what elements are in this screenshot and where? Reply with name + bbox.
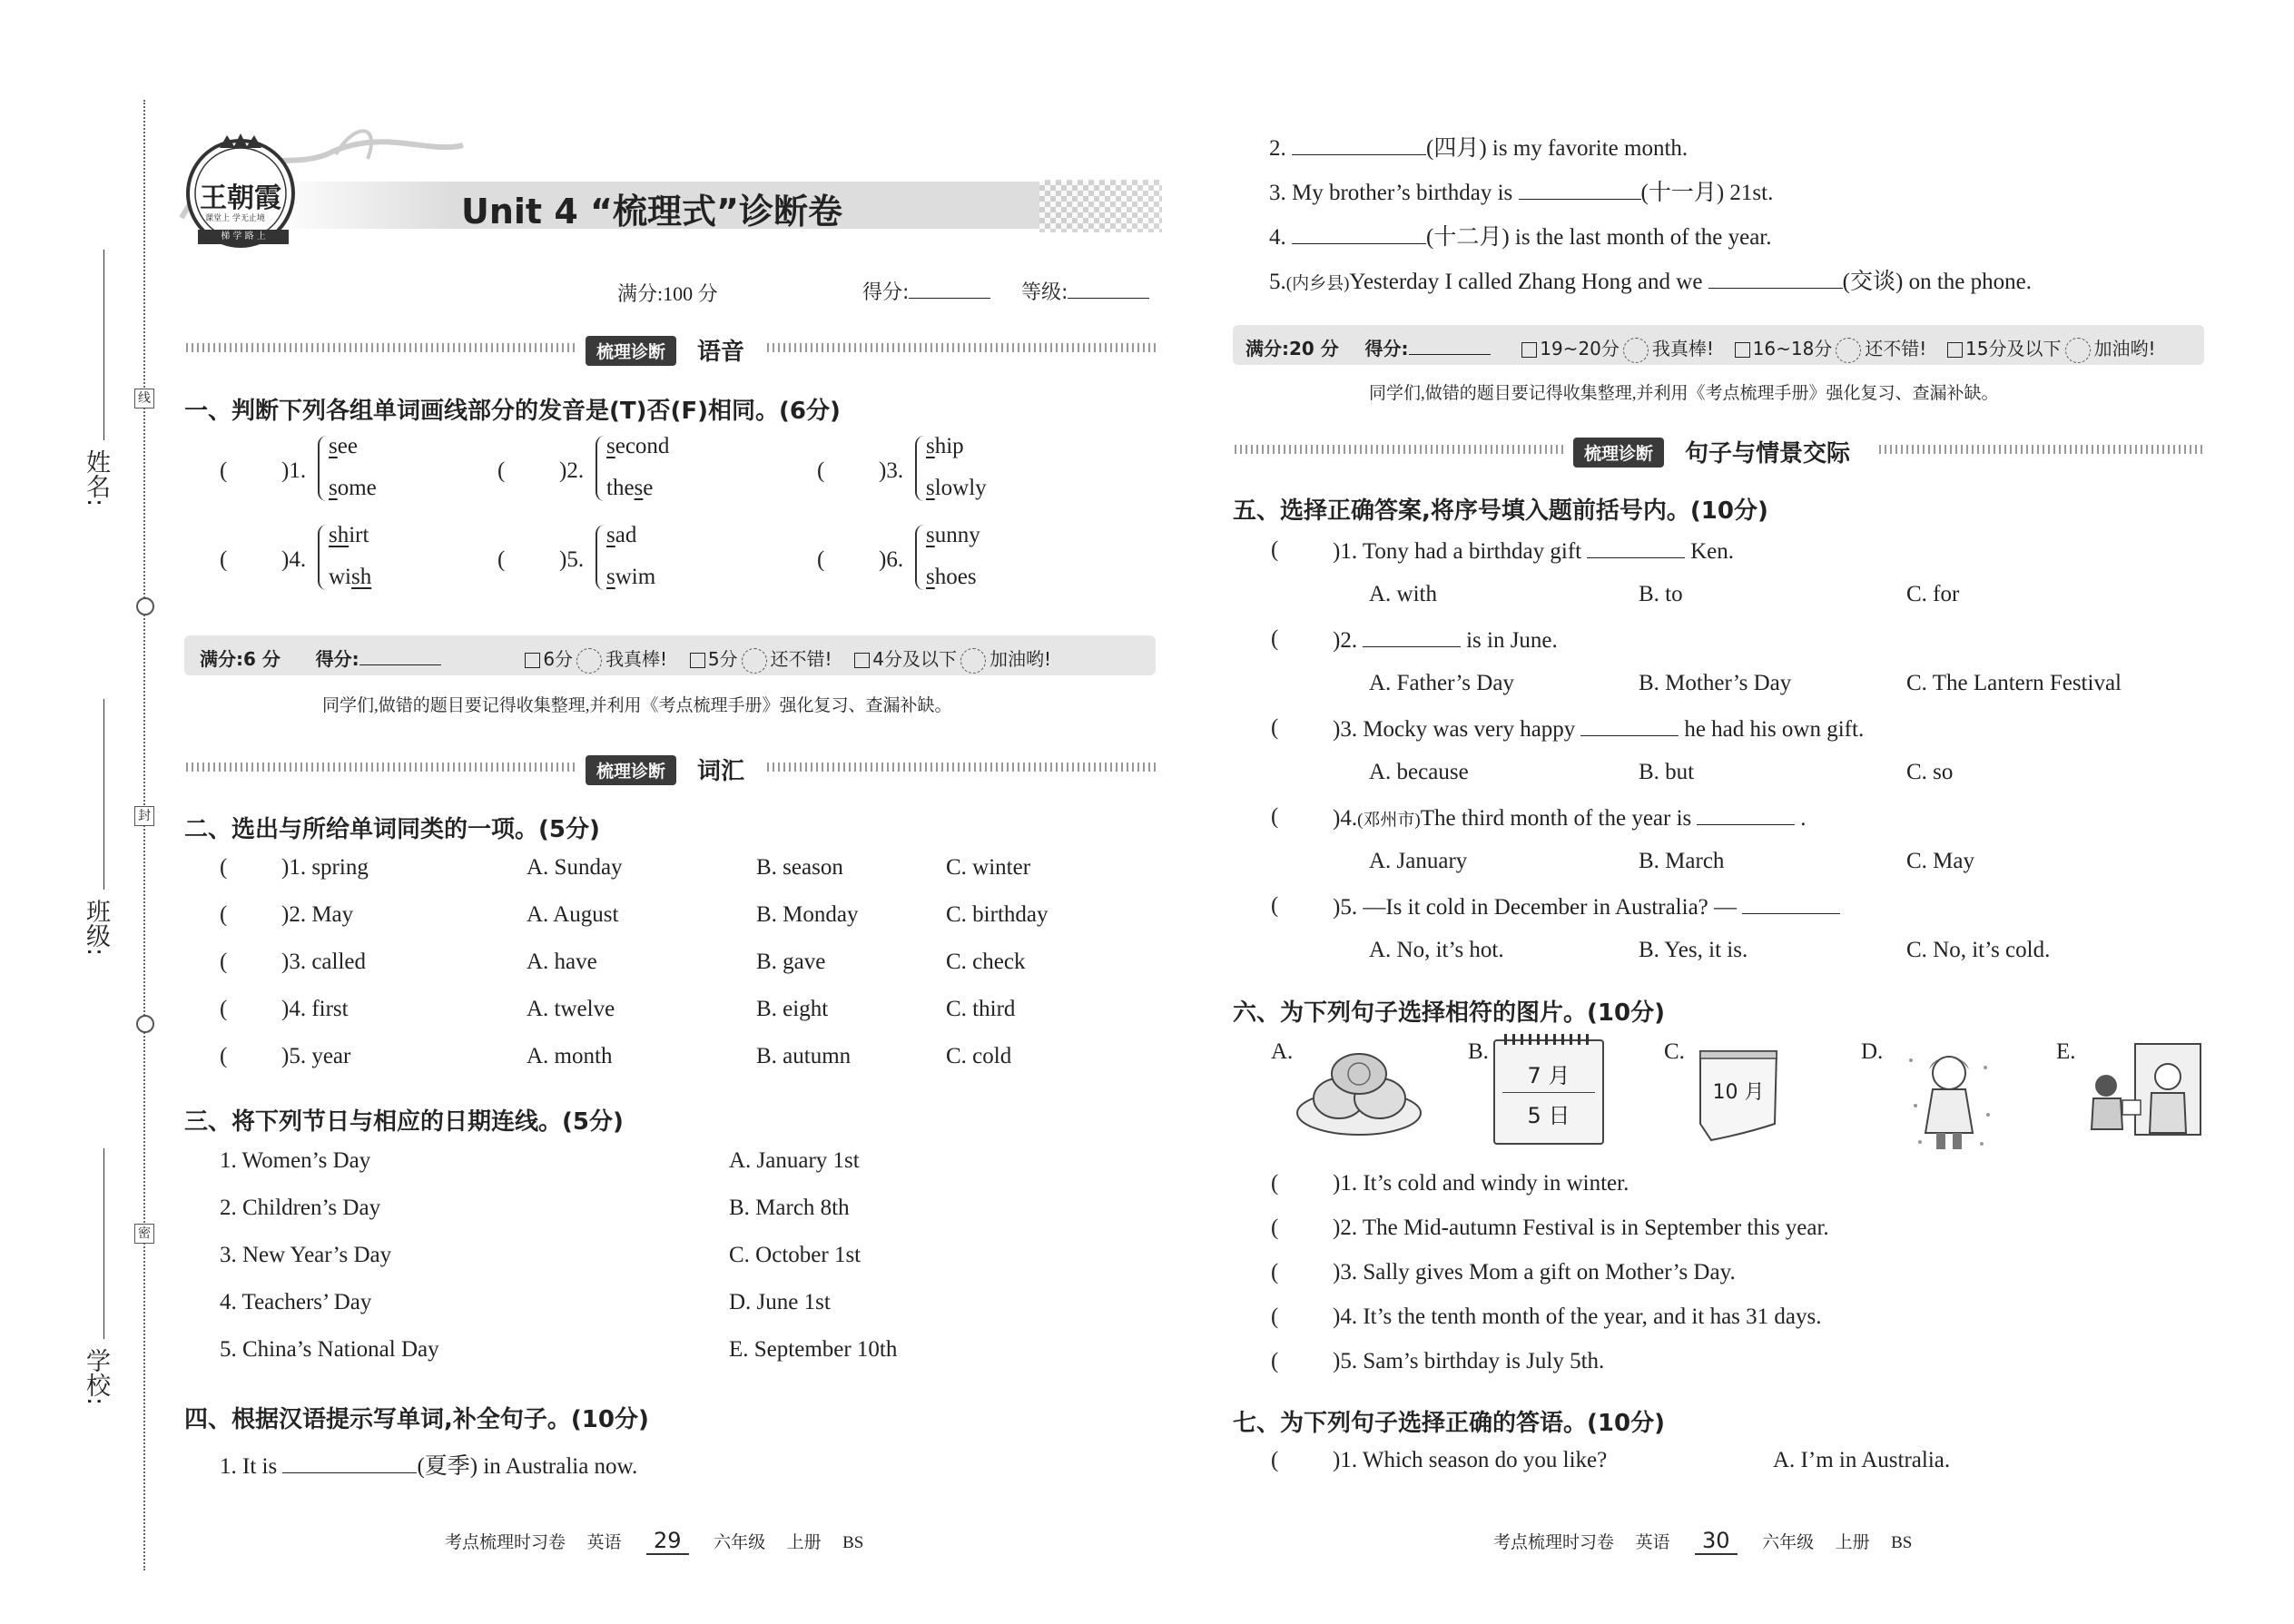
underlined-letters: s [926,476,935,500]
note-1: 同学们,做错的题目要记得收集整理,并利用《考点梳理手册》强化复习、查漏补缺。 [322,696,952,715]
q5-option-a[interactable]: A. No, it’s hot. [1369,938,1504,962]
score2-label: 得分: [1364,338,1409,359]
q2-option-c: C. cold [946,1044,1012,1068]
q5-option-b[interactable]: B. to [1639,582,1683,606]
q5-paren[interactable]: ( [1271,893,1279,918]
page-number: 29 [646,1528,689,1555]
q2-option-a: A. twelve [527,997,615,1021]
footer-right: 考点梳理时习卷 英语 30 六年级 上册 BS [1493,1528,1913,1553]
word-part: wi [329,565,351,589]
calendar-october-picture [1693,1042,1784,1142]
q4-item-5: 5.(内乡县)Yesterday I called Zhang Hong and we (交谈) on the phone. [1269,270,2032,294]
q2-option-c: C. third [946,997,1016,1021]
q3-date[interactable]: B. March 8th [729,1196,850,1220]
mark-feng: 封 [134,806,154,826]
binding-margin [0,0,182,1624]
q4-item-1: 1. It is (夏季) in Australia now. [220,1454,638,1479]
q2-question: )3. called [281,950,367,974]
underlined-letters: s [926,565,935,589]
q4-2-blank[interactable] [1292,134,1426,155]
brace-icon [318,436,327,501]
word-part: ad [615,523,637,547]
score2-checkbox-3[interactable] [1947,342,1963,358]
pic-label-c: C. [1664,1039,1685,1064]
q4-title: 四、根据汉语提示写单词,补全句子。(10分) [184,1406,649,1433]
grade-field[interactable]: 等级: [1021,277,1149,305]
score1-checkbox-2[interactable] [690,653,705,668]
q5-blank[interactable] [1697,804,1795,825]
score-field[interactable]: 得分: [862,277,990,305]
q5-blank[interactable] [1587,537,1685,558]
q5-option-b[interactable]: B. but [1639,760,1695,784]
q1-word-b [606,565,655,590]
q2-option-b: B. season [756,855,843,880]
q2-option-a: A. have [527,950,597,974]
word-part: hoes [934,565,977,589]
word-part: econd [615,434,670,458]
q5-text: )5. —Is it cold in December in Australia? — [1333,895,1738,920]
class-label: 班级: [82,899,110,957]
q3-holiday[interactable]: 3. New Year’s Day [220,1243,392,1267]
q3-date[interactable]: A. January 1st [729,1148,860,1173]
q5-option-a[interactable]: A. because [1369,760,1469,784]
calendar-rings [1504,1034,1591,1045]
q5-text: . [1800,806,1807,831]
q7-item-1-answer: A. I’m in Australia. [1773,1448,1951,1472]
q5-text: )2. [1333,628,1358,653]
score2-blank[interactable] [1409,338,1491,355]
q6-paren[interactable]: ( [1271,1349,1279,1373]
q3-date[interactable]: D. June 1st [729,1290,831,1314]
q3-date[interactable]: C. October 1st [729,1243,861,1267]
q2-question: )5. year [281,1044,351,1068]
q4-item-3: 3. My brother’s birthday is (十一月) 21st. [1269,181,1774,205]
q5-paren[interactable]: ( [1271,626,1279,651]
q4-4-blank[interactable] [1292,223,1426,244]
q5-option-c[interactable]: C. May [1906,849,1974,873]
logo-sub: 课堂上 学无止境 [205,214,265,223]
pic-label-d: D. [1861,1039,1884,1064]
q4-1-blank[interactable] [282,1452,417,1473]
q2-question: )2. May [281,902,354,927]
q1-word-a [926,523,980,548]
q1-word-b [329,565,371,590]
score2-checkbox-2[interactable] [1735,342,1750,358]
word-part: ome [337,476,377,500]
mark-xian: 线 [134,389,154,408]
logo-ribbon: 梯 学 路 上 [198,230,289,244]
q7-item-1: )1. Which season do you like? [1333,1448,1608,1472]
q5-text: he had his own gift. [1684,717,1865,742]
q1-word-a [329,434,358,459]
q2-option-a: A. month [527,1044,613,1068]
logo-text: 王朝霞 [200,182,281,214]
smile-icon [1836,338,1861,363]
q3-holiday[interactable]: 1. Women’s Day [220,1148,371,1173]
score2-checkbox-1[interactable] [1521,342,1537,358]
class-line [103,699,104,890]
q5-region-tag: (邓州市) [1357,811,1421,830]
q4-item-2: 2. (四月) is my favorite month. [1269,136,1689,161]
q5-blank[interactable] [1742,893,1840,914]
q2-option-a: A. Sunday [527,855,623,880]
q3-holiday[interactable]: 2. Children’s Day [220,1196,381,1220]
q4-5-blank[interactable] [1708,268,1843,289]
score1-checkbox-3[interactable] [854,653,870,668]
q1-number: )1. [281,458,307,483]
underlined-letters: s [634,476,644,500]
q2-paren[interactable]: ( [220,855,228,880]
q5-text: )4. [1333,806,1358,831]
section-separator-right [767,763,1157,772]
mother-gift-picture [2079,1042,2204,1137]
q5-option-b[interactable]: B. March [1639,849,1725,873]
q1-paren[interactable]: ( [497,547,506,572]
pic-label-e: E. [2056,1039,2076,1064]
section-tag-pronunciation: 梳理诊断 [586,336,676,366]
calendar-month-oct: 10 月 [1712,1081,1765,1104]
q1-word-b [606,476,653,501]
section-separator-right [1879,445,2204,454]
q1-paren[interactable]: ( [497,458,506,483]
q5-option-b[interactable]: B. Yes, it is. [1639,938,1748,962]
q2-question: )4. first [281,997,349,1021]
smile-icon [742,648,767,674]
q1-word-b [926,565,977,590]
q5-title: 五、选择正确答案,将序号填入题前括号内。(10分) [1233,497,1768,525]
smile-icon [1623,338,1649,363]
mark-mi: 密 [134,1224,154,1244]
q2-question: )1. spring [281,855,369,880]
q7-title: 七、为下列句子选择正确的答语。(10分) [1233,1410,1665,1437]
q5-option-a[interactable]: A. with [1369,582,1437,606]
underlined-letters: s [329,476,338,500]
page-number: 30 [1695,1528,1738,1555]
q5-question [1333,804,1807,832]
q5-option-c[interactable]: C. The Lantern Festival [1906,671,2122,695]
name-line [103,250,104,440]
pic-label-b: B. [1468,1039,1489,1064]
q1-paren[interactable]: ( [220,458,228,483]
q2-option-c: C. winter [946,855,1031,880]
underlined-letters: s [606,434,615,458]
q5-paren[interactable]: ( [1271,804,1279,829]
pic-label-a: A. [1271,1039,1294,1064]
q2-paren[interactable]: ( [220,1044,228,1068]
q2-option-b: B. Monday [756,902,859,927]
mooncake-picture [1294,1042,1425,1137]
full-score: 满分:100 分 [617,282,718,305]
q2-option-b: B. autumn [756,1044,852,1068]
q3-title: 三、将下列节日与相应的日期连线。(5分) [184,1108,624,1136]
section-separator-left [1235,445,1566,454]
section-title-pronunciation: 语音 [697,339,745,366]
word-part: unny [934,523,980,547]
binding-dot-1 [136,597,154,615]
q1-paren[interactable]: ( [817,458,825,483]
binding-dot-2 [136,1015,154,1033]
q1-word-b [926,476,987,501]
word-part: e [643,476,654,500]
smile-icon [2065,338,2091,363]
calendar-day: 5 日 [1527,1103,1570,1128]
school-line [103,1148,104,1339]
underlined-letters: s [926,434,935,458]
q5-question [1333,537,1734,565]
q1-word-a [606,523,636,548]
q5-text: Ken. [1690,539,1735,564]
section-separator-right [767,343,1157,352]
word-part: hip [934,434,964,458]
q2-paren[interactable]: ( [220,997,228,1021]
section-tag-sentences: 梳理诊断 [1573,438,1664,468]
word-part: wim [615,565,656,589]
underlined-letters: s [606,565,615,589]
q1-title: 一、判断下列各组单词画线部分的发音是(T)否(F)相同。(6分) [184,398,841,425]
underlined-letters: s [606,523,615,547]
q5-paren[interactable]: ( [1271,537,1279,562]
q5-blank[interactable] [1580,715,1679,736]
word-part: lowly [934,476,987,500]
q1-number: )4. [281,547,307,572]
q6-paren[interactable]: ( [1271,1304,1279,1329]
underlined-letters: sh [351,565,372,589]
section-title-vocab: 词汇 [697,758,745,785]
word-part: ee [337,434,358,458]
q5-text: )3. Mocky was very happy [1333,717,1576,742]
q4-item-4: 4. (十二月) is the last month of the year. [1269,225,1772,250]
q2-option-b: B. eight [756,997,829,1021]
word-part: irt [349,523,369,547]
section-separator-left [186,343,576,352]
q6-sentence: )5. Sam’s birthday is July 5th. [1333,1349,1605,1373]
q6-title: 六、为下列句子选择相符的图片。(10分) [1233,999,1665,1027]
q5-question [1333,715,1864,743]
smile-icon [960,648,986,674]
calendar-month: 7 月 [1527,1063,1570,1088]
score-bar-2-content: 满分:20 分 得分: 19~20分 我真棒! 16~18分 还不错! 15分及以下 加油哟! [1245,334,2156,363]
q1-number: )5. [559,547,585,572]
q1-word-b [329,476,377,501]
q3-holiday[interactable]: 4. Teachers’ Day [220,1290,372,1314]
page-title: Unit 4 “梳理式”诊断卷 [461,192,842,231]
score1-full: 满分:6 分 [200,648,281,670]
q3-date[interactable]: E. September 10th [729,1337,898,1362]
dotted-cut-line [143,100,145,1570]
q5-option-c[interactable]: C. so [1906,760,1954,784]
note-2: 同学们,做错的题目要记得收集整理,并利用《考点梳理手册》强化复习、查漏补缺。 [1369,384,1999,403]
q5-option-c[interactable]: C. for [1906,582,1960,606]
q1-number: )2. [559,458,585,483]
q1-word-a [329,523,369,548]
q5-text: )1. Tony had a birthday gift [1333,539,1582,564]
footer-left: 考点梳理时习卷 英语 29 六年级 上册 BS [445,1528,864,1553]
name-label: 姓名: [82,449,110,507]
q2-option-b: B. gave [756,950,826,974]
q5-blank[interactable] [1363,626,1461,647]
brace-icon [915,436,924,501]
q6-paren[interactable]: ( [1271,1260,1279,1284]
q5-question [1333,626,1558,654]
section-tag-vocab: 梳理诊断 [586,755,676,785]
q1-word-a [606,434,669,459]
q5-question [1333,893,1846,920]
q1-number: )3. [879,458,904,483]
q5-text: is in June. [1466,628,1558,653]
q5-option-a[interactable]: A. Father’s Day [1369,671,1514,695]
q6-sentence: )2. The Mid-autumn Festival is in September this year. [1333,1216,1829,1240]
q1-paren[interactable]: ( [220,547,228,572]
brace-icon [596,436,605,501]
q6-sentence: )4. It’s the tenth month of the year, and it has 31 days. [1333,1304,1822,1329]
q5-text: The third month of the year is [1420,806,1692,831]
q6-paren[interactable]: ( [1271,1171,1279,1196]
q1-number: )6. [879,547,904,572]
q4-3-blank[interactable] [1519,179,1641,200]
section-title-sentences: 句子与情景交际 [1685,440,1851,468]
score1-checkbox-1[interactable] [525,653,540,668]
calendar-divider [1502,1092,1595,1093]
q1-word-a [926,434,964,459]
brace-icon [915,525,924,590]
score-bar-1-content: 满分:6 分 得分: 6分 我真棒! 5分 还不错! 4分及以下 加油哟! [200,645,1051,674]
word-part: the [606,476,635,500]
brace-icon [596,525,605,590]
q3-holiday[interactable]: 5. China’s National Day [220,1337,439,1362]
score1-label: 得分: [315,648,359,670]
q5-option-b[interactable]: B. Mother’s Day [1639,671,1792,695]
girl-in-winter-picture [1902,1042,1997,1156]
brand-logo [182,132,300,250]
checker-pattern [1039,180,1162,232]
q2-paren[interactable]: ( [220,902,228,927]
underlined-letters: s [926,523,935,547]
brace-icon [318,525,327,590]
q1-paren[interactable]: ( [817,547,825,572]
q5-option-c[interactable]: C. No, it’s cold. [1906,938,2051,962]
q6-paren[interactable]: ( [1271,1216,1279,1240]
q5-paren[interactable]: ( [1271,715,1279,740]
q2-option-a: A. August [527,902,619,927]
q2-option-c: C. check [946,950,1026,974]
q2-option-c: C. birthday [946,902,1049,927]
underlined-letters: sh [329,523,350,547]
school-label: 学校: [82,1348,110,1406]
q2-paren[interactable]: ( [220,950,228,974]
q6-sentence: )3. Sally gives Mom a gift on Mother’s Day. [1333,1260,1736,1284]
q7-paren[interactable]: ( [1271,1448,1279,1472]
smile-icon [576,648,602,674]
section-separator-left [186,763,576,772]
q6-sentence: )1. It’s cold and windy in winter. [1333,1171,1629,1196]
calendar-july-picture [1493,1039,1604,1145]
score2-full: 满分:20 分 [1245,338,1339,359]
score1-blank[interactable] [359,648,441,665]
q2-title: 二、选出与所给单词同类的一项。(5分) [184,816,600,843]
underlined-letters: s [329,434,338,458]
q5-option-a[interactable]: A. January [1369,849,1468,873]
